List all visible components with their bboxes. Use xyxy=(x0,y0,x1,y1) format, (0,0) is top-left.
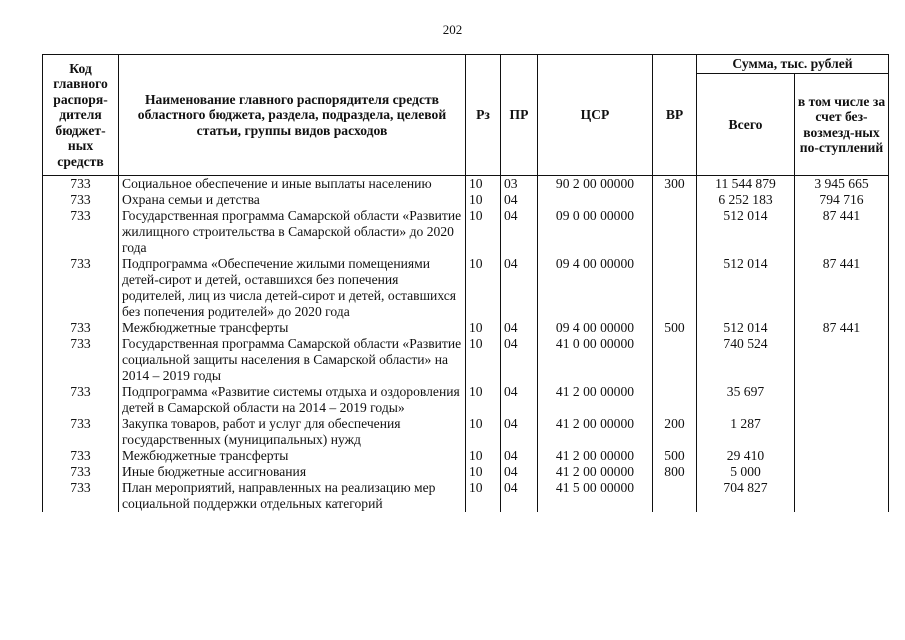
cell-vr xyxy=(653,208,697,256)
cell-free xyxy=(795,336,889,384)
cell-name: Социальное обеспечение и иные выплаты населению xyxy=(119,176,466,193)
header-csr: ЦСР xyxy=(538,55,653,176)
table-row xyxy=(43,448,889,464)
cell-total: 512 014 xyxy=(697,256,795,320)
cell-total: 35 697 xyxy=(697,384,795,416)
header-sum: Сумма, тыс. рублей xyxy=(697,55,889,74)
cell-code: 733 xyxy=(43,384,119,416)
cell-free xyxy=(795,464,889,480)
table-row xyxy=(43,320,889,336)
cell-vr xyxy=(653,192,697,208)
cell-pr: 04 xyxy=(501,480,538,512)
header-rz: Рз xyxy=(466,55,501,176)
cell-total: 512 014 xyxy=(697,320,795,336)
cell-pr: 04 xyxy=(501,384,538,416)
cell-pr: 04 xyxy=(501,416,538,448)
cell-rz: 10 xyxy=(466,384,501,416)
cell-csr: 41 5 00 00000 xyxy=(538,480,653,512)
cell-rz: 10 xyxy=(466,448,501,464)
cell-code: 733 xyxy=(43,464,119,480)
cell-vr: 200 xyxy=(653,416,697,448)
cell-vr: 500 xyxy=(653,448,697,464)
cell-total: 29 410 xyxy=(697,448,795,464)
cell-vr xyxy=(653,336,697,384)
table-row xyxy=(43,384,889,416)
cell-code: 733 xyxy=(43,256,119,320)
cell-rz: 10 xyxy=(466,464,501,480)
cell-total: 1 287 xyxy=(697,416,795,448)
header-pr: ПР xyxy=(501,55,538,176)
cell-vr xyxy=(653,480,697,512)
budget-table xyxy=(42,54,889,512)
cell-code: 733 xyxy=(43,192,119,208)
cell-free xyxy=(795,448,889,464)
cell-vr: 300 xyxy=(653,176,697,193)
cell-vr xyxy=(653,256,697,320)
cell-rz: 10 xyxy=(466,256,501,320)
cell-csr: 41 2 00 00000 xyxy=(538,416,653,448)
cell-name: Межбюджетные трансферты xyxy=(119,320,466,336)
cell-total: 5 000 xyxy=(697,464,795,480)
cell-pr: 04 xyxy=(501,464,538,480)
cell-pr: 04 xyxy=(501,208,538,256)
cell-csr: 41 2 00 00000 xyxy=(538,384,653,416)
cell-total: 740 524 xyxy=(697,336,795,384)
cell-code: 733 xyxy=(43,208,119,256)
header-vr: ВР xyxy=(653,55,697,176)
cell-rz: 10 xyxy=(466,416,501,448)
cell-name: Государственная программа Самарской области «Развитие жилищного строительства в Самарской области» до 2020 года xyxy=(119,208,466,256)
table-body xyxy=(43,176,889,513)
cell-free: 87 441 xyxy=(795,256,889,320)
cell-rz: 10 xyxy=(466,336,501,384)
cell-rz: 10 xyxy=(466,192,501,208)
header-total: Всего xyxy=(697,74,795,176)
cell-pr: 04 xyxy=(501,192,538,208)
cell-total: 11 544 879 xyxy=(697,176,795,193)
cell-code: 733 xyxy=(43,320,119,336)
cell-csr: 41 0 00 00000 xyxy=(538,336,653,384)
page-number: 202 xyxy=(442,22,463,37)
cell-name: План мероприятий, направленных на реализацию мер социальной поддержки отдельных категорий xyxy=(119,480,466,512)
cell-vr: 800 xyxy=(653,464,697,480)
cell-csr: 09 4 00 00000 xyxy=(538,256,653,320)
cell-code: 733 xyxy=(43,336,119,384)
cell-rz: 10 xyxy=(466,480,501,512)
cell-pr: 04 xyxy=(501,256,538,320)
cell-name: Подпрограмма «Обеспечение жилыми помещениями детей-сирот и детей, оставшихся без попечения родителей, лиц из числа детей-сирот и детей, оставшихся без попечения родителей» до 2020 года xyxy=(119,256,466,320)
cell-total: 704 827 xyxy=(697,480,795,512)
cell-csr: 41 2 00 00000 xyxy=(538,464,653,480)
cell-csr xyxy=(538,192,653,208)
cell-csr: 41 2 00 00000 xyxy=(538,448,653,464)
cell-vr xyxy=(653,384,697,416)
cell-csr: 09 4 00 00000 xyxy=(538,320,653,336)
cell-name: Государственная программа Самарской области «Развитие социальной защиты населения в Самарской области» на 2014 – 2019 годы xyxy=(119,336,466,384)
cell-rz: 10 xyxy=(466,320,501,336)
cell-csr: 09 0 00 00000 xyxy=(538,208,653,256)
table-row xyxy=(43,464,889,480)
cell-free: 87 441 xyxy=(795,208,889,256)
table-row xyxy=(43,336,889,384)
table-row xyxy=(43,176,889,193)
table-row xyxy=(43,416,889,448)
cell-pr: 04 xyxy=(501,336,538,384)
cell-pr: 04 xyxy=(501,320,538,336)
cell-name: Охрана семьи и детства xyxy=(119,192,466,208)
table-header xyxy=(43,55,889,176)
header-name: Наименование главного распорядителя средств областного бюджета, раздела, подраздела, целевой статьи, группы видов расходов xyxy=(119,55,466,176)
cell-pr: 03 xyxy=(501,176,538,193)
cell-free: 3 945 665 xyxy=(795,176,889,193)
cell-free: 87 441 xyxy=(795,320,889,336)
cell-free xyxy=(795,480,889,512)
cell-code: 733 xyxy=(43,176,119,193)
cell-total: 6 252 183 xyxy=(697,192,795,208)
cell-free xyxy=(795,416,889,448)
cell-free: 794 716 xyxy=(795,192,889,208)
cell-name: Иные бюджетные ассигнования xyxy=(119,464,466,480)
cell-name: Межбюджетные трансферты xyxy=(119,448,466,464)
table-row xyxy=(43,256,889,320)
cell-vr: 500 xyxy=(653,320,697,336)
cell-csr: 90 2 00 00000 xyxy=(538,176,653,193)
header-free: в том числе за счет без-возмезд-ных по-ступлений xyxy=(795,74,889,176)
cell-name: Подпрограмма «Развитие системы отдыха и оздоровления детей в Самарской области на 2014 – 2019 годы» xyxy=(119,384,466,416)
cell-total: 512 014 xyxy=(697,208,795,256)
cell-code: 733 xyxy=(43,480,119,512)
table-row xyxy=(43,480,889,512)
table-row xyxy=(43,208,889,256)
cell-rz: 10 xyxy=(466,208,501,256)
cell-name: Закупка товаров, работ и услуг для обеспечения государственных (муниципальных) нужд xyxy=(119,416,466,448)
cell-code: 733 xyxy=(43,416,119,448)
table-row xyxy=(43,192,889,208)
cell-rz: 10 xyxy=(466,176,501,193)
header-code: Код главного распоря-дителя бюджет-ных средств xyxy=(43,55,119,176)
cell-free xyxy=(795,384,889,416)
cell-code: 733 xyxy=(43,448,119,464)
cell-pr: 04 xyxy=(501,448,538,464)
